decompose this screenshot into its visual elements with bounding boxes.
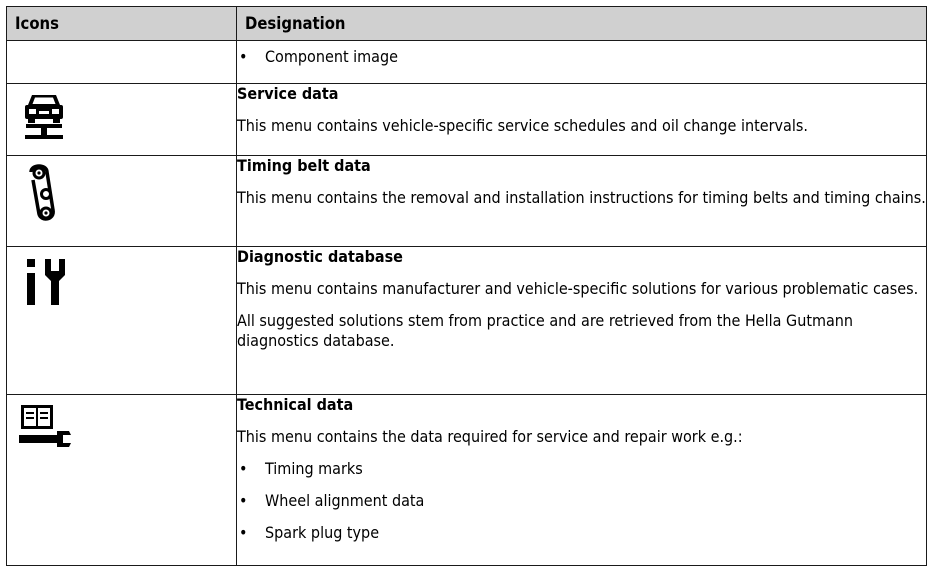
table-row-technical-data xyxy=(7,395,927,566)
section-text: All suggested solutions stem from practice and are retrieved from the Hella Gutmann diagnostics database. xyxy=(237,311,854,350)
icon-cell xyxy=(7,156,237,247)
section-text: This menu contains the removal and installation instructions for timing belts and timing chains. xyxy=(237,188,926,207)
list-item: • Component image xyxy=(237,47,926,67)
header-icons: Icons xyxy=(7,7,237,41)
section-text: This menu contains vehicle-specific service schedules and oil change intervals. xyxy=(237,116,808,135)
designation-cell xyxy=(237,84,927,156)
table-row xyxy=(7,41,927,84)
book-wrench-icon xyxy=(19,403,73,455)
timing-belt-icon xyxy=(27,162,61,222)
designation-cell xyxy=(237,41,927,84)
header-designation: Designation xyxy=(237,7,927,41)
section-title: Service data xyxy=(237,84,339,103)
icon-cell xyxy=(7,395,237,566)
designation-table xyxy=(6,6,927,566)
bullet-list xyxy=(237,47,926,67)
icon-cell-empty xyxy=(7,41,237,84)
table-row-diagnostic-database xyxy=(7,247,927,395)
designation-cell xyxy=(237,156,927,247)
icon-cell xyxy=(7,247,237,395)
header-row xyxy=(7,7,927,41)
section-title: Technical data xyxy=(237,395,354,414)
car-lift-icon xyxy=(23,92,65,140)
bullet-list xyxy=(237,459,926,543)
list-item: • Spark plug type xyxy=(237,523,926,543)
section-title: Timing belt data xyxy=(237,156,371,175)
table-row-timing-belt xyxy=(7,156,927,247)
designation-cell xyxy=(237,247,927,395)
section-text: This menu contains the data required for service and repair work e.g.: xyxy=(237,427,743,446)
designation-cell xyxy=(237,395,927,566)
info-wrench-icon xyxy=(27,257,71,309)
list-item: • Timing marks xyxy=(237,459,926,479)
icon-cell xyxy=(7,84,237,156)
list-item: • Wheel alignment data xyxy=(237,491,926,511)
section-title: Diagnostic database xyxy=(237,247,403,266)
section-text: This menu contains manufacturer and vehicle-specific solutions for various problematic cases. xyxy=(237,279,919,298)
table-row-service-data xyxy=(7,84,927,156)
